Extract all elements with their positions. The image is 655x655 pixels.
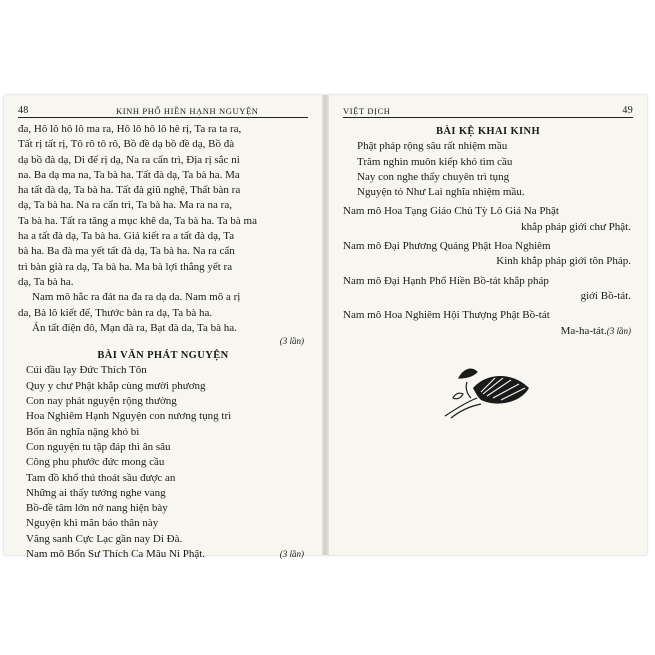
verse-line: Nguyện khi mãn báo thân này	[26, 517, 159, 530]
verse-line: Bồ-đề tâm lớn nở nang hiện bày	[26, 502, 168, 515]
invocation-line: Nam mô Đại Hạnh Phổ Hiền Bồ-tát khắp pháp	[343, 274, 549, 287]
invocation	[343, 239, 633, 270]
final-line-text: Nam mô Bổn Sư Thích Ca Mâu Ni Phật.	[26, 548, 206, 561]
namo-line: Nam mô hắc ra đát na đa ra dạ da. Nam mô a rị	[32, 291, 241, 304]
verse-line: Con nay phát nguyện rộng thường	[26, 395, 177, 408]
verse-line: Phật pháp rộng sâu rất nhiệm mầu	[357, 140, 508, 153]
mantra-line: trì bàn già ra dạ, Ta bà ha. Ma bà lợi thắng yết ra	[18, 260, 233, 273]
verse-line: Tam đồ khổ thú thoát sầu được an	[26, 471, 176, 484]
invocation	[343, 308, 633, 339]
verse	[18, 363, 308, 562]
final-line	[26, 547, 308, 562]
invocation-line: Kinh khắp pháp giới tôn Pháp.	[496, 255, 631, 268]
mantra-line: ha a tất đà dạ, Ta bà ha. Giả kiết ra a tất đà dạ, Ta	[18, 230, 235, 243]
book-spread	[4, 95, 647, 561]
mantra-line: ha tất đà dạ, Ta bà ha. Tất đà giũ nghệ, Thất bàn ra	[18, 184, 241, 197]
repeat-count: (3 lần)	[606, 325, 631, 336]
mantra-line: Ta bà ha. Tất ra tăng a mục khê da, Ta bà ha. Ta bà ma	[18, 214, 257, 227]
mantra-line: dạ, Ta bà ha. Na ra cẩn trì, Ta bà ha. Ma ra na ra,	[18, 199, 232, 212]
repeat-count: (3 lần)	[279, 336, 304, 347]
invocation-line	[343, 324, 633, 339]
invocation	[343, 204, 633, 235]
right-page-header	[343, 105, 633, 117]
mantra-line: na. Ba dạ ma na, Ta bà ha. Tất đà dạ, Ta bà ha. Ma	[18, 168, 240, 181]
verse	[343, 139, 633, 200]
invocation-line: Nam mô Hoa Nghiêm Hội Thượng Phật Bồ-tát	[343, 309, 550, 322]
invocation-line: khắp pháp giới chư Phật.	[521, 220, 631, 233]
left-page	[4, 95, 322, 561]
mantra-line: dạ, Ta bà ha.	[18, 275, 74, 288]
mantra-line: dạ bồ đà dạ, Di đế rị dạ, Na ra cẩn trì, Địa rị sắc ni	[18, 153, 240, 166]
left-page-body	[18, 122, 308, 562]
verse-line: Hoa Nghiêm Hạnh Nguyện con nương tụng trì	[26, 410, 232, 423]
verse-line: Vãng sanh Cực Lạc gần nay Di Đà.	[26, 532, 183, 545]
verse-line: Công phu phước đức mong cầu	[26, 456, 165, 469]
right-page	[329, 95, 647, 555]
verse-line: Quy y chư Phật khắp cùng mười phương	[26, 379, 206, 392]
verse-line: Con nguyện tu tập đáp thì ân sâu	[26, 440, 171, 453]
invocation-line-text: Ma-ha-tát.	[560, 324, 607, 337]
mantra-line: đa, Hô lô hô lô ma ra, Hô lô hô lô hê rị, Ta ra ta ra,	[18, 123, 242, 135]
verse-line: Nguyện tỏ Như Lai nghĩa nhiệm mầu.	[357, 186, 525, 199]
invocation-line: Nam mô Đại Phương Quảng Phật Hoa Nghiêm	[343, 240, 551, 253]
invocation-line: giới Bồ-tát.	[580, 289, 631, 302]
verse-line: Trăm nghìn muôn kiếp khó tìm cầu	[357, 155, 513, 168]
running-title: VIỆT DỊCH	[343, 106, 391, 116]
an-line: Án tất điện đô, Mạn đà ra, Bạt đà da, Ta bà ha.	[32, 321, 237, 334]
header-rule	[18, 117, 308, 118]
page-number: 48	[18, 105, 29, 116]
invocation	[343, 274, 633, 305]
left-page-header	[18, 105, 308, 117]
book-gutter	[322, 95, 329, 555]
verse-line: Nay con nghe thấy chuyên trì tụng	[357, 170, 510, 183]
running-title: KINH PHỔ HIỀN HẠNH NGUYỆN	[116, 106, 259, 116]
invocation-line: Nam mô Hoa Tạng Giáo Chủ Tỳ Lô Giá Na Phật	[343, 205, 559, 218]
verse-line: Những ai thấy tướng nghe vang	[26, 486, 166, 499]
mantra-line: Tất rị tất rị, Tô rô tô rô, Bồ đề dạ bồ đề dạ, Bồ đà	[18, 138, 235, 151]
header-rule	[343, 117, 633, 118]
section-title: BÀI KỆ KHAI KINH	[435, 126, 541, 137]
section-title: BÀI VĂN PHÁT NGUYỆN	[97, 350, 229, 362]
repeat-count: (3 lần)	[279, 549, 304, 560]
right-page-body	[343, 122, 633, 339]
page-number: 49	[622, 105, 633, 116]
mantra-line: bà ha. Ba đà ma yết tất đà dạ, Ta bà ha. Na ra cẩn	[18, 245, 235, 258]
verse-line: Cúi đầu lạy Đức Thích Tôn	[26, 364, 147, 377]
verse-line: Bốn ân nghĩa nặng khó bì	[26, 425, 140, 438]
namo-line: da, Bà lô kiết đế, Thước bàn ra dạ, Ta bà ha.	[18, 306, 213, 319]
lotus-ornament-icon	[437, 358, 535, 422]
